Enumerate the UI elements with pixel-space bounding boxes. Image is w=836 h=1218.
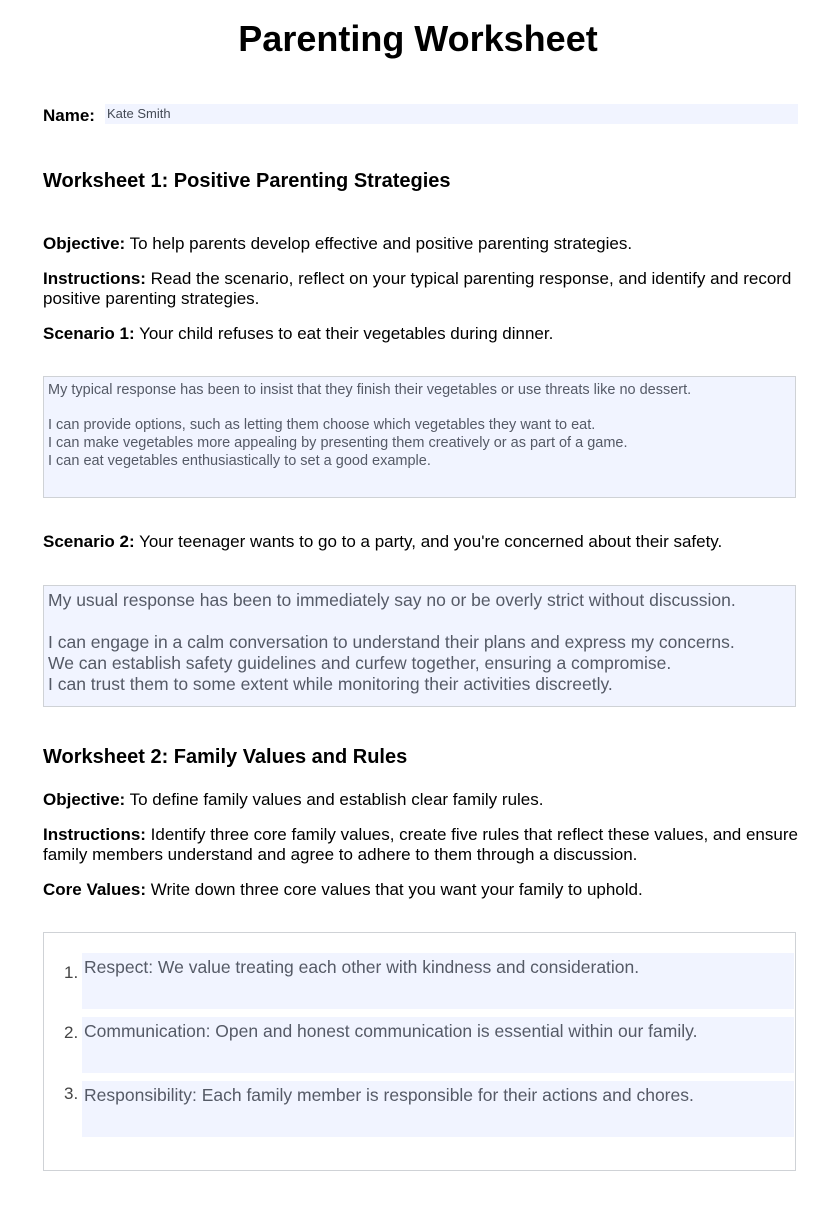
worksheet1-instructions [43, 269, 803, 309]
scenario1-text: Your child refuses to eat their vegetables during dinner. [134, 324, 554, 343]
scenario1-prompt [43, 324, 803, 344]
instructions-text: Read the scenario, reflect on your typical parenting response, and identify and record positive parenting strategies. [43, 269, 792, 308]
name-field[interactable]: Kate Smith [105, 104, 798, 124]
name-label: Name: [43, 106, 95, 125]
list-number: 3. [64, 1084, 79, 1103]
scenario2-strategy: I can engage in a calm conversation to understand their plans and express my concerns. [48, 632, 735, 652]
scenario1-response-field[interactable] [43, 376, 796, 498]
instructions-label: Instructions: [43, 825, 146, 844]
objective-text: To define family values and establish clear family rules. [125, 790, 544, 809]
scenario2-response-field[interactable] [43, 585, 796, 707]
worksheet2-objective [43, 790, 803, 810]
name-row [43, 104, 799, 126]
page-title: Parenting Worksheet [238, 18, 598, 59]
list-number: 1. [64, 963, 79, 982]
core-values-text: Write down three core values that you want your family to uphold. [146, 880, 643, 899]
objective-text: To help parents develop effective and positive parenting strategies. [125, 234, 633, 253]
core-values-label: Core Values: [43, 880, 146, 899]
scenario2-prompt [43, 532, 803, 552]
scenario2-strategy: I can trust them to some extent while monitoring their activities discreetly. [48, 674, 613, 694]
scenario1-strategy: I can make vegetables more appealing by presenting them creatively or as part of a game. [48, 435, 628, 451]
core-value-field[interactable]: Responsibility: Each family member is responsible for their actions and chores. [82, 1081, 794, 1137]
instructions-text: Identify three core family values, create five rules that reflect these values, and ensure family members understand and agree to adhere to them through a discussion. [43, 825, 798, 864]
worksheet1-heading: Worksheet 1: Positive Parenting Strategies [43, 170, 451, 192]
scenario2-typical-response: My usual response has been to immediately say no or be overly strict without discussion. [48, 590, 736, 610]
list-number: 2. [64, 1023, 79, 1042]
core-value-field[interactable]: Communication: Open and honest communication is essential within our family. [82, 1017, 794, 1073]
core-values-prompt [43, 880, 803, 900]
instructions-label: Instructions: [43, 269, 146, 288]
scenario2-strategy: We can establish safety guidelines and curfew together, ensuring a compromise. [48, 653, 672, 673]
scenario2-text: Your teenager wants to go to a party, and you're concerned about their safety. [134, 532, 723, 551]
objective-label: Objective: [43, 790, 126, 809]
worksheet2-heading: Worksheet 2: Family Values and Rules [43, 746, 408, 768]
objective-label: Objective: [43, 234, 126, 253]
core-value-field[interactable]: Respect: We value treating each other with kindness and consideration. [82, 953, 794, 1009]
worksheet2-instructions [43, 825, 803, 865]
core-values-list [43, 932, 796, 1171]
scenario2-label: Scenario 2: [43, 532, 135, 551]
worksheet1-objective [43, 234, 803, 254]
scenario1-label: Scenario 1: [43, 324, 135, 343]
scenario1-strategy: I can eat vegetables enthusiastically to set a good example. [48, 453, 431, 469]
scenario1-typical-response: My typical response has been to insist that they finish their vegetables or use threats like no dessert. [48, 382, 692, 398]
scenario1-strategy: I can provide options, such as letting them choose which vegetables they want to eat. [48, 417, 596, 433]
